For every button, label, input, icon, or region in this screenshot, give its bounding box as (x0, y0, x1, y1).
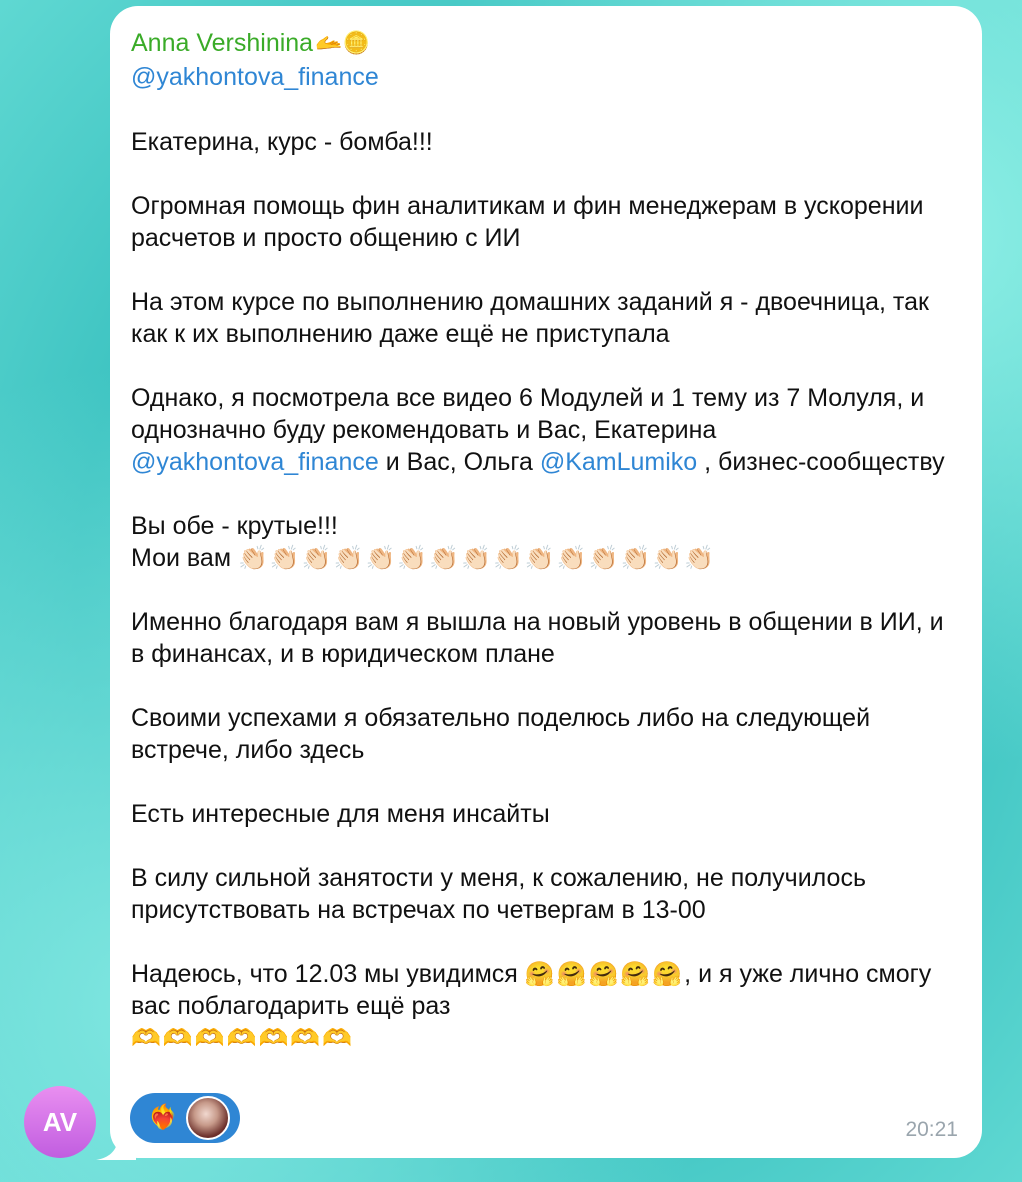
sender-avatar[interactable] (24, 1086, 96, 1158)
handle-link[interactable]: @yakhontova_finance (131, 63, 379, 91)
heart-on-fire-icon: ❤️‍🔥 (148, 1104, 178, 1131)
clapping-hands-icon: 👏🏻👏🏻👏🏻👏🏻👏🏻👏🏻👏🏻👏🏻👏🏻👏🏻👏🏻👏🏻👏🏻👏🏻👏🏻 (237, 544, 717, 572)
text-segment: Мои вам (131, 544, 238, 572)
coin-hand-icon: 🫴🪙 (315, 30, 370, 55)
hugging-face-icon: 🤗🤗🤗🤗🤗 (524, 960, 685, 988)
paragraph: На этом курсе по выполнению домашних заданий я - двоечница, так как к их выполнению даже ещё не приступала (131, 288, 929, 348)
message-text (131, 126, 962, 1054)
heart-hands-line (131, 1022, 962, 1054)
paragraph: Своими успехами я обязательно поделюсь либо на следующей встрече, либо здесь (131, 704, 871, 764)
text-segment: , бизнес-сообществу (697, 448, 945, 476)
sender-name-row[interactable] (131, 26, 962, 60)
text-segment: , и я уже лично смогу вас поблагодарить ещё раз (131, 960, 932, 1020)
heart-hands-icon: 🫶🫶🫶🫶🫶🫶🫶 (131, 1024, 355, 1052)
message-time: 20:21 (905, 1118, 958, 1141)
paragraph-last (131, 958, 962, 1022)
paragraph: Екатерина, курс - бомба!!! (131, 128, 433, 156)
mention-link[interactable]: @yakhontova_finance (131, 448, 379, 476)
text-segment: Однако, я посмотрела все видео 6 Модулей и 1 тему из 7 Молуля, и однозначно буду рекомендовать и Вас, Екатерина (131, 384, 925, 444)
reaction-chip[interactable] (130, 1093, 240, 1143)
paragraph-mentions (131, 382, 962, 478)
reactor-avatar (186, 1096, 230, 1140)
message-bubble (110, 6, 982, 1158)
sender-name[interactable]: Anna Vershinina (131, 29, 314, 57)
paragraph-claps (131, 542, 962, 574)
paragraph: Именно благодаря вам я вышла на новый уровень в общении в ИИ, и в финансах, и в юридическом плане (131, 608, 944, 668)
text-segment: Надеюсь, что 12.03 мы увидимся (131, 960, 525, 988)
mention-link[interactable]: @KamLumiko (539, 448, 698, 476)
paragraph: Огромная помощь фин аналитикам и фин менеджерам в ускорении расчетов и просто общению с ИИ (131, 192, 924, 252)
avatar-initials: AV (42, 1106, 78, 1137)
paragraph: В силу сильной занятости у меня, к сожалению, не получилось присутствовать на встречах по четвергам в 13-00 (131, 864, 866, 924)
paragraph: Есть интересные для меня инсайты (131, 800, 550, 828)
paragraph: Вы обе - крутые!!! (131, 512, 338, 540)
text-segment: и Вас, Ольга (378, 448, 540, 476)
